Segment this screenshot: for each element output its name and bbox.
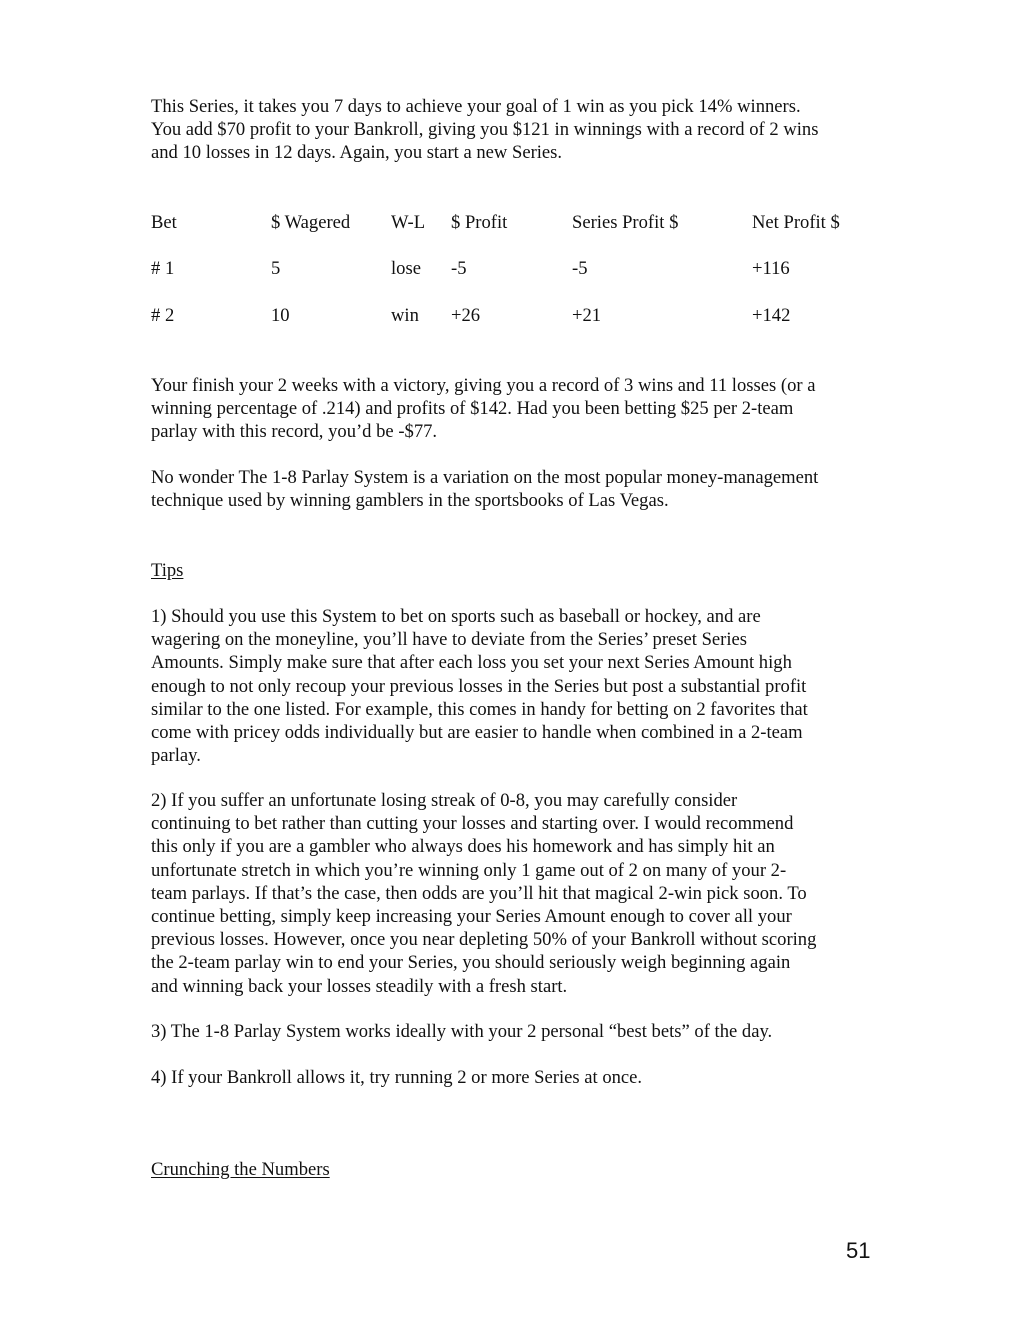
tip-3-paragraph — [151, 1020, 881, 1043]
tip-2-line: continue betting, simply keep increasing your Series Amount enough to cover all your — [151, 906, 792, 928]
table-row — [151, 258, 881, 281]
cell-profit: +26 — [451, 305, 481, 326]
conclusion-paragraph — [151, 466, 881, 512]
summary-line: Your finish your 2 weeks with a victory, giving you a record of 3 wins and 11 losses (or a — [151, 375, 816, 396]
header-win-loss: W-L — [391, 212, 426, 233]
tip-4-paragraph — [151, 1066, 881, 1089]
conclusion-line: technique used by winning gamblers in the sportsbooks of Las Vegas. — [151, 490, 669, 512]
cell-win-loss: lose — [391, 258, 421, 279]
header-profit: $ Profit — [451, 212, 508, 233]
table-row — [151, 305, 881, 328]
intro-paragraph — [151, 95, 881, 165]
summary-line: winning percentage of .214) and profits of $142. Had you been betting $25 per 2-team — [151, 398, 794, 420]
cell-wagered: 10 — [271, 305, 290, 326]
cell-net-profit: +142 — [752, 305, 791, 326]
cell-bet: # 1 — [151, 258, 175, 279]
tip-1-line: enough to not only recoup your previous losses in the Series but post a substantial profit — [151, 675, 807, 697]
header-bet: Bet — [151, 212, 177, 233]
tips-heading: Tips — [151, 560, 184, 581]
conclusion-line: No wonder The 1-8 Parlay System is a variation on the most popular money-management — [151, 467, 819, 488]
tip-1-line: parlay. — [151, 745, 201, 767]
tip-2-paragraph — [151, 789, 881, 998]
tip-2-line: continuing to bet rather than cutting your losses and starting over. I would recommend — [151, 813, 794, 835]
tip-2-line: team parlays. If that’s the case, then odds are you’ll hit that magical 2-win pick soon. To — [151, 882, 807, 904]
cell-series-profit: +21 — [572, 305, 602, 326]
cell-win-loss: win — [391, 305, 419, 326]
bet-table-header-row — [151, 212, 881, 235]
cell-net-profit: +116 — [752, 258, 790, 279]
cell-wagered: 5 — [271, 258, 281, 279]
crunching-heading: Crunching the Numbers — [151, 1159, 330, 1180]
tip-1-line: 1) Should you use this System to bet on sports such as baseball or hockey, and are — [151, 606, 761, 627]
tip-2-line: unfortunate stretch in which you’re winning only 1 game out of 2 on many of your 2- — [151, 859, 787, 881]
tip-1-line: Amounts. Simply make sure that after each loss you set your next Series Amount high — [151, 652, 792, 674]
tip-2-line: the 2-team parlay win to end your Series, you should seriously weigh beginning again — [151, 952, 791, 974]
cell-series-profit: -5 — [572, 258, 588, 279]
cell-bet: # 2 — [151, 305, 175, 326]
tip-1-paragraph — [151, 605, 881, 767]
header-wagered: $ Wagered — [271, 212, 351, 233]
tip-3-line: 3) The 1-8 Parlay System works ideally with your 2 personal “best bets” of the day. — [151, 1021, 773, 1042]
tip-2-line: previous losses. However, once you near depleting 50% of your Bankroll without scoring — [151, 929, 817, 951]
tips-heading-wrap — [151, 559, 881, 582]
cell-profit: -5 — [451, 258, 467, 279]
summary-line: parlay with this record, you’d be -$77. — [151, 421, 438, 443]
summary-paragraph — [151, 374, 881, 444]
tip-4-line: 4) If your Bankroll allows it, try running 2 or more Series at once. — [151, 1067, 643, 1088]
bet-table — [151, 212, 881, 328]
intro-line: and 10 losses in 12 days. Again, you start a new Series. — [151, 142, 563, 164]
tip-2-line: and winning back your losses steadily with a fresh start. — [151, 975, 568, 997]
tip-2-line: this only if you are a gambler who always does his homework and has simply hit an — [151, 836, 775, 858]
intro-line: You add $70 profit to your Bankroll, giving you $121 in winnings with a record of 2 wins — [151, 119, 819, 141]
header-series-profit: Series Profit $ — [572, 212, 679, 233]
tip-1-line: come with pricey odds individually but are easier to handle when combined in a 2-team — [151, 722, 803, 744]
tip-2-line: 2) If you suffer an unfortunate losing streak of 0-8, you may carefully consider — [151, 790, 738, 811]
page-number: 51 — [846, 1238, 871, 1263]
intro-line: This Series, it takes you 7 days to achieve your goal of 1 win as you pick 14% winners. — [151, 96, 801, 117]
crunching-heading-wrap — [151, 1158, 881, 1181]
tip-1-line: wagering on the moneyline, you’ll have to deviate from the Series’ preset Series — [151, 629, 748, 651]
tip-1-line: similar to the one listed. For example, this comes in handy for betting on 2 favorites that — [151, 698, 808, 720]
header-net-profit: Net Profit $ — [752, 212, 840, 233]
